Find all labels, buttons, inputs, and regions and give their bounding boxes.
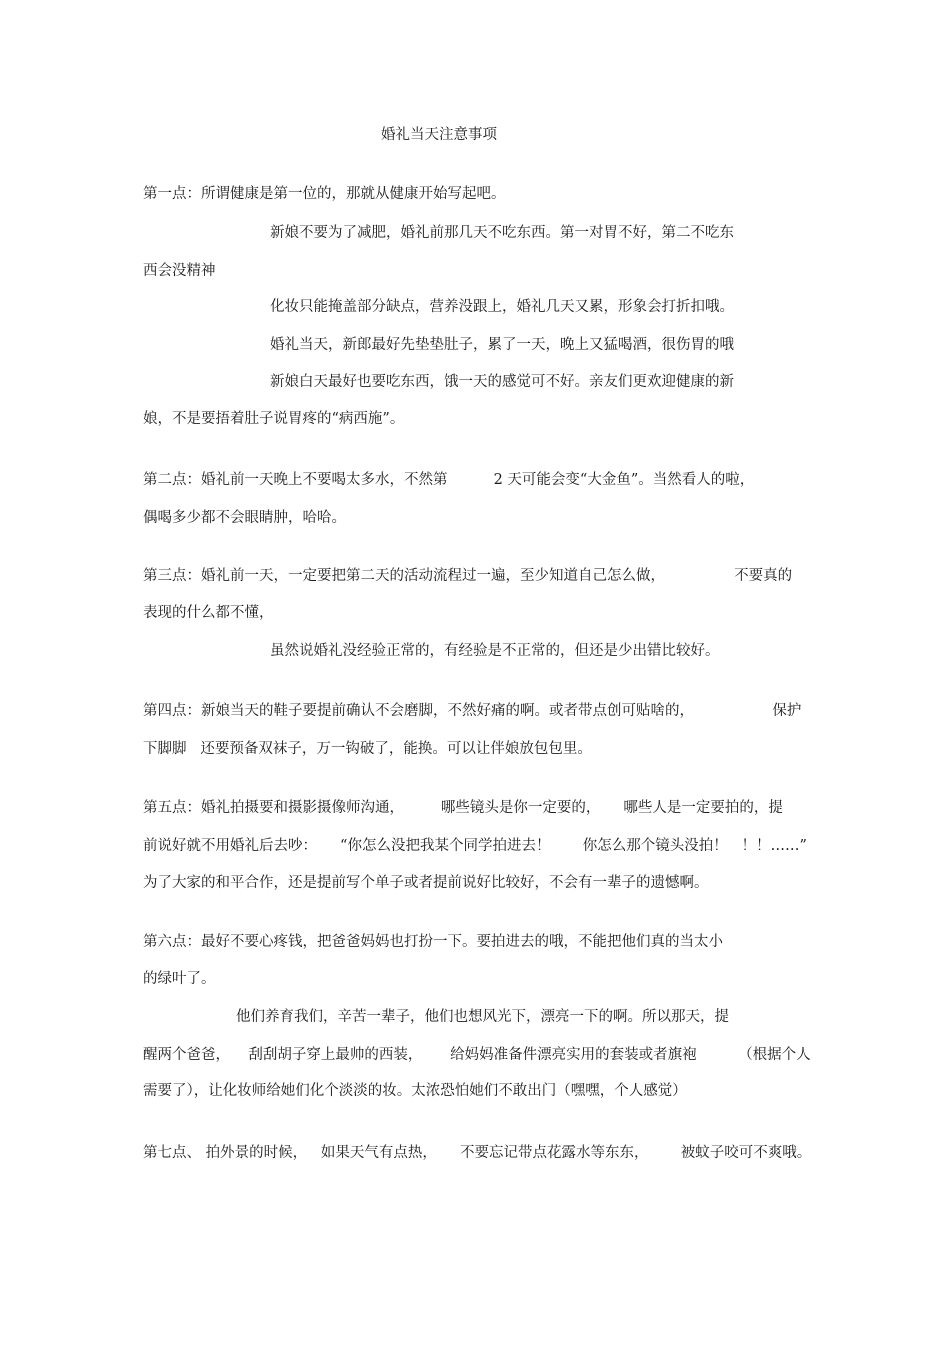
paragraph-line: 的绿叶了。 [143, 971, 216, 987]
paragraph-line: 表现的什么都不懂， [143, 605, 274, 621]
paragraph-line: 偶喝多少都不会眼睛肿，哈哈。 [143, 510, 346, 526]
paragraph-line: 第二点：婚礼前一天晚上不要喝太多水，不然第 2 天可能会变“大金鱼”。当然看人的啦， [143, 472, 755, 488]
paragraph-line: 前说好就不用婚礼后去吵： “你怎么没把我某个同学拍进去！ 你怎么那个镜头没拍！ ！！……” [143, 838, 807, 854]
paragraph-line: 新娘不要为了减肥，婚礼前那几天不吃东西。第一对胃不好，第二不吃东 [270, 225, 734, 241]
paragraph-line: 第四点：新娘当天的鞋子要提前确认不会磨脚，不然好痛的啊。或者带点创可贴啥的， 保护 [143, 703, 802, 719]
paragraph-line: 第六点：最好不要心疼钱，把爸爸妈妈也打扮一下。要拍进去的哦，不能把他们真的当太小 [143, 934, 723, 950]
paragraph-line: 西会没精神 [143, 263, 216, 279]
paragraph-line: 化妆只能掩盖部分缺点，营养没跟上，婚礼几天又累，形象会打折扣哦。 [270, 299, 734, 315]
paragraph-line: 第七点、 拍外景的时候， 如果天气有点热， 不要忘记带点花露水等东东， 被蚊子咬可不爽哦。 [143, 1145, 812, 1161]
paragraph-line: 醒两个爸爸， 刮刮胡子穿上最帅的西装， 给妈妈准备件漂亮实用的套装或者旗袍 （根据个人 [143, 1047, 811, 1063]
paragraph-line: 第三点：婚礼前一天，一定要把第二天的活动流程过一遍，至少知道自己怎么做， 不要真的 [143, 568, 793, 584]
paragraph-line: 娘，不是要捂着肚子说胃疼的“病西施”。 [143, 411, 405, 427]
page-title: 婚礼当天注意事项 [381, 127, 497, 143]
paragraph-line: 第五点：婚礼拍摄要和摄影摄像师沟通， 哪些镜头是你一定要的， 哪些人是一定要拍的，提 [143, 800, 783, 816]
paragraph-line: 虽然说婚礼没经验正常的，有经验是不正常的，但还是少出错比较好。 [270, 643, 720, 659]
paragraph-line: 新娘白天最好也要吃东西，饿一天的感觉可不好。亲友们更欢迎健康的新 [270, 374, 734, 390]
paragraph-line: 为了大家的和平合作，还是提前写个单子或者提前说好比较好，不会有一辈子的遗憾啊。 [143, 875, 709, 891]
paragraph-line: 第一点：所谓健康是第一位的，那就从健康开始写起吧。 [143, 186, 506, 202]
paragraph-line: 他们养育我们，辛苦一辈子，他们也想风光下，漂亮一下的啊。所以那天，提 [236, 1009, 729, 1025]
paragraph-line: 需要了），让化妆师给她们化个淡淡的妆。太浓恐怕她们不敢出门（嘿嘿，个人感觉） [143, 1083, 687, 1099]
paragraph-line: 下脚脚 还要预备双袜子，万一钩破了，能换。可以让伴娘放包包里。 [143, 741, 592, 757]
paragraph-line: 婚礼当天，新郎最好先垫垫肚子，累了一天，晚上又猛喝酒，很伤胃的哦 [270, 337, 734, 353]
